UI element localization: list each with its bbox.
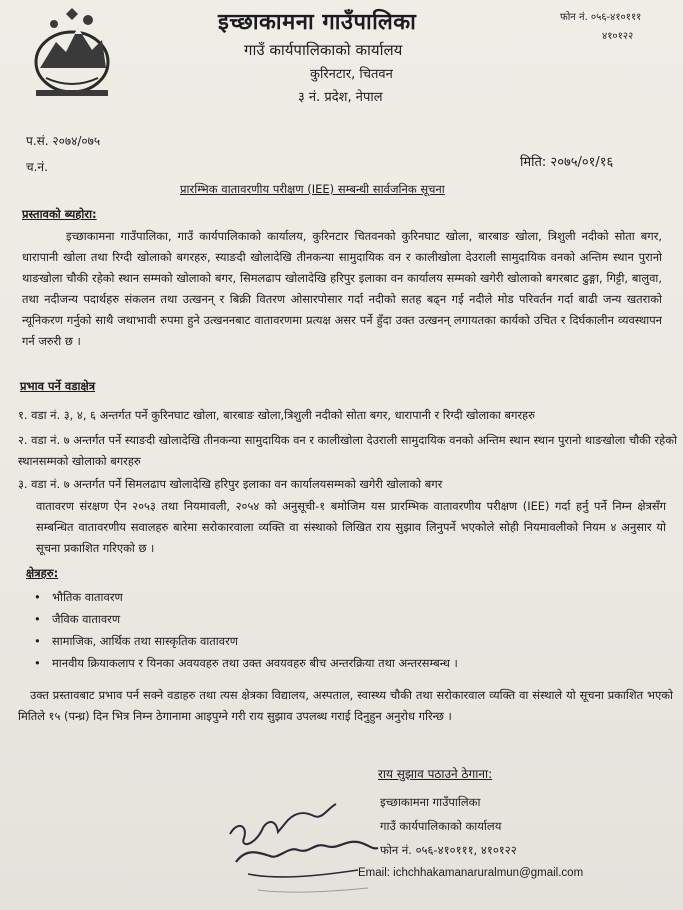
dispatch-number: च.नं.: [26, 160, 48, 174]
area-label: मानवीय क्रियाकलाप र यिनका अवयवहरु तथा उक्त अवयवहरु बीच अन्तरक्रिया तथा अन्तरसम्बन्ध ।: [52, 656, 458, 670]
intro-paragraph: इच्छाकामना गाउँपालिका, गाउँ कार्यपालिकाको कार्यालय, कुरिनटार चितवनको कुरिनघाट खोला, बारबाङ खोला, त्रिशुली नदीको सोता बगर, धारापानी खोला तथा रिग्दी खोलाको बगरहरु, स्याङदी खोलादेखि तीनकन्या सामुदायिक वन र कालीखोला देउराली सामुदायिक वनको अन्तिम स्थान पुरानो थाङखोला चौकी रहेको स्थान सम्मको खोलाको बगर, सिमलढाप खोलादेखि हरिपुर इलाका वन कार्यालय सम्मको खगेरी खोलाको बगरबाट ढुङ्गा, गिट्टी, बालुवा, तथा नदीजन्य पदार्थहरु संकलन तथा उत्खनन् र बिक्री वितरण ओसारपोसार गर्दा नदीको सतह बढ्न गई नदीले मोड परिवर्तन गर्दा बाढी जन्य खतराको न्यूनिकरण गर्नुको साथै जथाभावी रुपमा हुने उत्खननबाट वातावरणमा प्रत्यक्ष असर पर्ने हुँदा उक्त उत्खनन् लगायतका कार्यको उचित र दिर्घकालीन व्यवस्थापन गर्न जरुरी छ ।: [22, 229, 662, 348]
list-item: [34, 631, 458, 653]
header-phone-primary: फोन नं. ०५६-४१०१११: [560, 12, 642, 23]
contact-heading: राय सुझाव पठाउने ठेगाना:: [378, 767, 493, 781]
reference-number: प.सं. २०७४/०७५: [26, 134, 101, 148]
contact-email: Email: ichchhakamanaruralmun@gmail.com: [358, 867, 584, 879]
closing-paragraph: उक्त प्रस्तावबाट प्रभाव पर्न सक्ने वडाहरु तथा त्यस क्षेत्रका विद्यालय, अस्पताल, स्वास्थ्य चौकी तथा सरोकारवाल व्यक्ति वा संस्थाले यो सूचना प्रकाशित भएको मितिले १५ (पन्ध्र) दिन भित्र निम्न ठेगानामा आइपुग्ने गरी राय सुझाव उपलब्ध गराई दिनुहुन अनुरोध गरिन्छ ।: [18, 688, 673, 723]
bullet-icon: •: [34, 612, 41, 626]
address-line-1: कुरिनटार, चितवन: [310, 67, 393, 82]
ward-item: २. वडा नं. ७ अन्तर्गत पर्ने स्याङदी खोलादेखि तीनकन्या सामुदायिक वन र कालीखोला देउराली सामुदायिक वनको अन्तिम स्थान स्थान पुरानो थाङखोला चौकी रहेको स्थानसम्मको खोलाको बगरहरु: [18, 433, 677, 468]
contact-block: [380, 790, 517, 862]
wards-heading: प्रभाव पर्ने वडाक्षेत्र: [20, 379, 96, 393]
legal-paragraph: वातावरण संरक्षण ऐन २०५३ तथा नियमावली, २०५४ को अनुसूची-१ बमोजिम यस प्रारम्भिक वातावरणीय परीक्षण (IEE) गर्दा हर्नु पर्ने निम्न क्षेत्रसँग सम्बन्धित वातावरणीय सवालहरु बारेमा सरोकारवाला व्यक्ति वा संस्थाको लिखित राय सुझाव लिनुपर्ने भएकोले सोही नियमावलीको नियम ४ अनुसार यो सूचना प्रकाशित गरिएको छ ।: [36, 499, 666, 555]
areas-heading: क्षेत्रहरु:: [26, 566, 59, 580]
ward-item: ३. वडा नं. ७ अन्तर्गत पर्ने सिमलढाप खोलादेखि हरिपुर इलाका वन कार्यालयसम्मको खगेरी खोलाको बगर: [18, 477, 443, 491]
signature-icon: [218, 790, 388, 910]
ward-item: १. वडा नं. ३, ४, ६ अन्तर्गत पर्ने कुरिनघाट खोला, बारबाङ खोला,त्रिशुली नदीको सोता बगर, धारापानी र रिग्दी खोलाका बगरहरु: [18, 408, 535, 422]
area-label: सामाजिक, आर्थिक तथा सास्कृतिक वातावरण: [52, 634, 238, 648]
bullet-icon: •: [34, 656, 41, 670]
contact-line-phone: फोन नं. ०५६-४१०१११, ४१०१२२: [380, 843, 517, 857]
header-phone-extra: ४१०१२२: [602, 31, 634, 42]
municipality-emblem-icon: [26, 8, 118, 100]
bullet-icon: •: [34, 590, 41, 604]
area-label: जैविक वातावरण: [52, 612, 121, 626]
header-phone: [560, 8, 670, 46]
notice-date: मिति: २०७५/०१/१६: [520, 155, 614, 170]
bullet-icon: •: [34, 634, 41, 648]
list-item: [34, 587, 458, 609]
area-label: भौतिक वातावरण: [52, 590, 123, 604]
areas-list: [34, 587, 458, 675]
intro-heading: प्रस्तावको ब्यहोरा:: [22, 207, 97, 221]
contact-line-org: इच्छाकामना गाउँपालिका: [380, 795, 481, 809]
address-line-2: ३ नं. प्रदेश, नेपाल: [298, 90, 383, 105]
list-item: [34, 653, 458, 675]
org-name: इच्छाकामना गाउँपालिका: [218, 10, 417, 35]
notice-subject: प्रारम्भिक वातावरणीय परीक्षण (IEE) सम्बन्धी सार्वजनिक सूचना: [180, 182, 445, 196]
office-name: गाउँ कार्यपालिकाको कार्यालय: [244, 41, 403, 59]
list-item: [34, 609, 458, 631]
contact-line-office: गाउँ कार्यपालिकाको कार्यालय: [380, 819, 502, 833]
